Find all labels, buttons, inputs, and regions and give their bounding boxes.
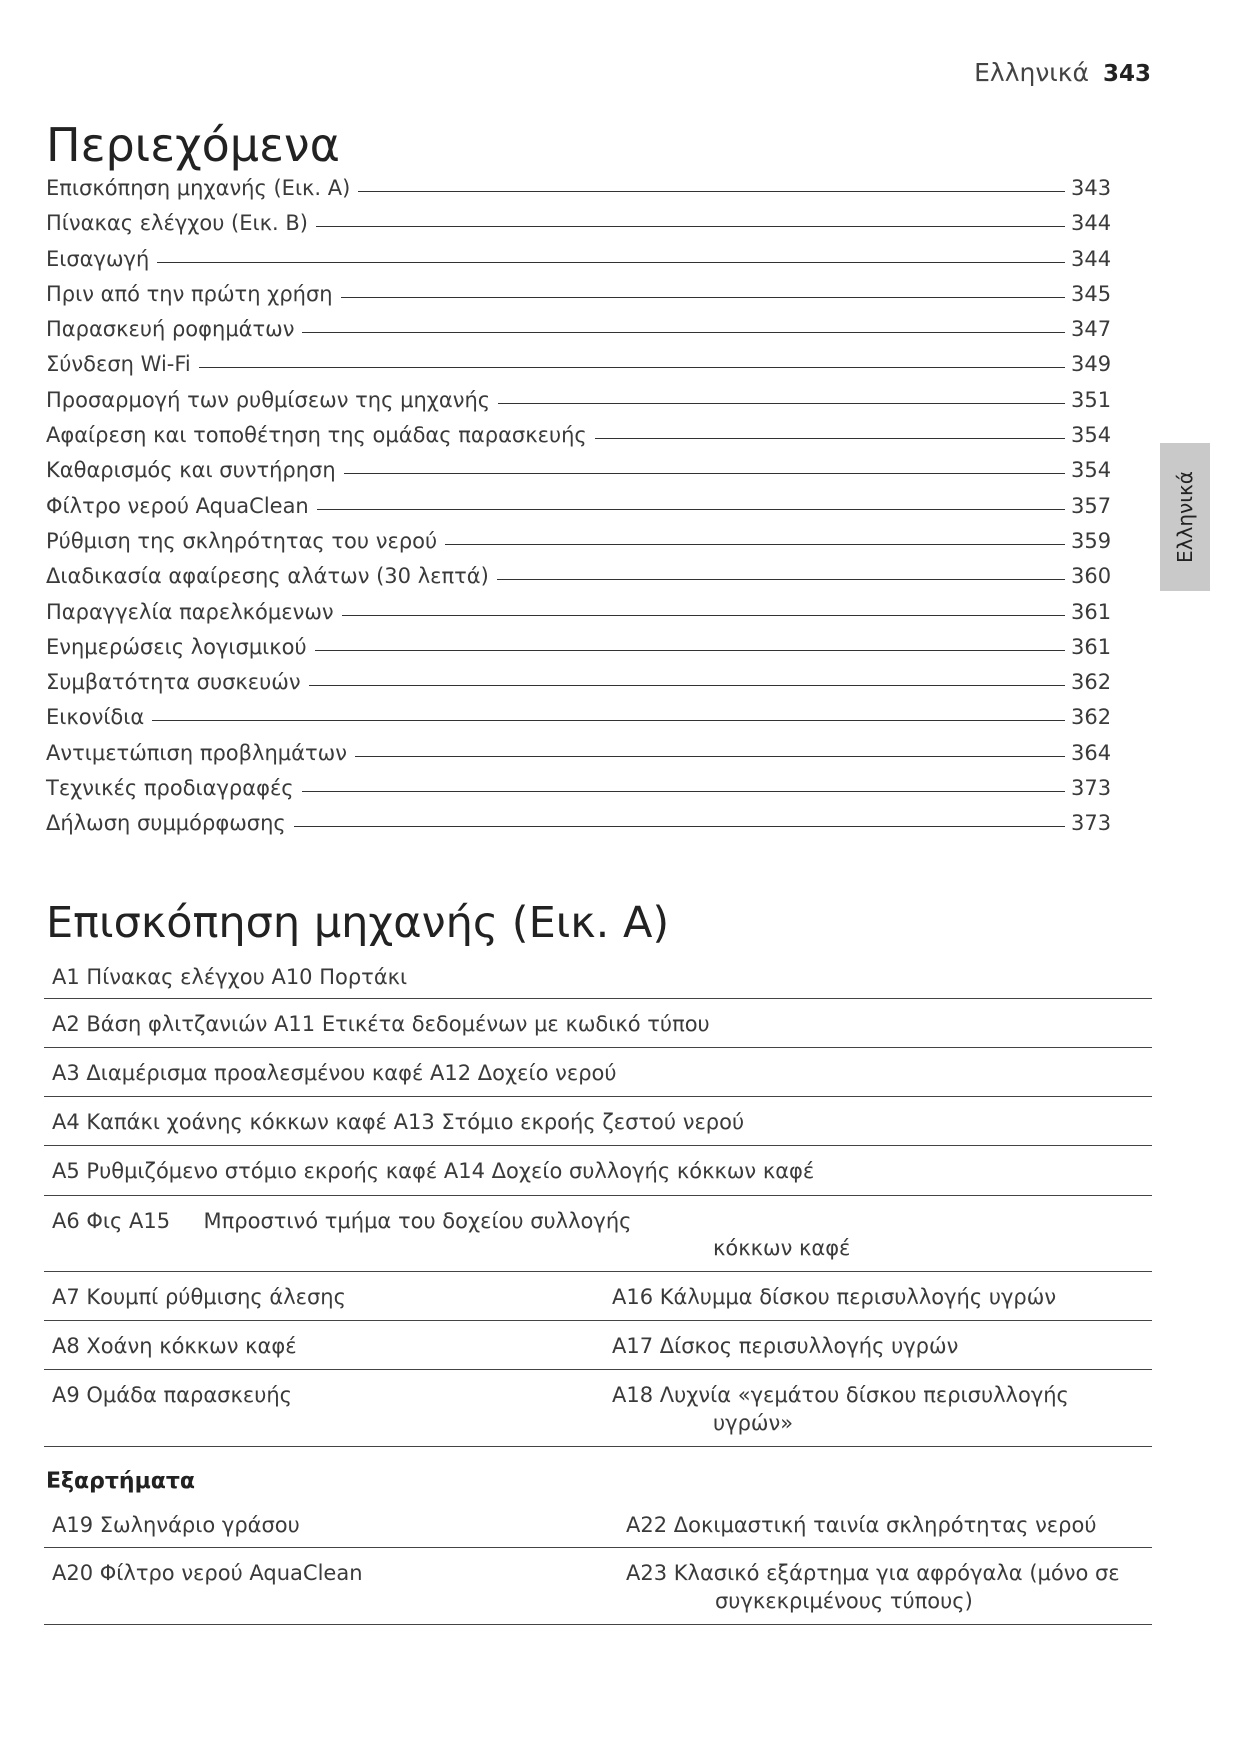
overview-parts-list (44, 952, 1152, 1447)
accessory-row (44, 1500, 1152, 1548)
toc-entry-label: Πίνακας ελέγχου (Εικ. B) (46, 211, 308, 236)
toc-entry-page: 349 (1071, 352, 1112, 377)
toc-entry-page: 344 (1071, 246, 1112, 271)
toc-entry-label: Ενημερώσεις λογισμικού (46, 634, 307, 659)
toc-entry-page: 361 (1071, 634, 1112, 659)
toc-entry[interactable] (46, 317, 1111, 352)
part-item: A16 Κάλυμμα δίσκου περισυλλογής υγρών (612, 1285, 1057, 1309)
toc-entry[interactable] (46, 529, 1111, 564)
table-of-contents (46, 176, 1111, 847)
toc-entry-label: Ρύθμιση της σκληρότητας του νερού (46, 528, 438, 553)
toc-entry[interactable] (46, 282, 1111, 317)
toc-leader (152, 720, 1065, 721)
parts-row (44, 1146, 1152, 1196)
overview-title: Επισκόπηση μηχανής (Εικ. A) (46, 898, 670, 948)
parts-row (44, 1321, 1152, 1370)
toc-leader (355, 756, 1065, 757)
accessory-row (44, 1548, 1152, 1625)
toc-leader (309, 685, 1065, 686)
toc-entry-page: 354 (1071, 423, 1112, 448)
toc-entry-page: 364 (1071, 740, 1112, 765)
toc-entry[interactable] (46, 600, 1111, 635)
toc-entry-page: 345 (1071, 281, 1112, 306)
part-item: A7 Κουμπί ρύθμισης άλεσης (52, 1285, 346, 1309)
toc-entry-label: Τεχνικές προδιαγραφές (46, 776, 294, 801)
toc-entry[interactable] (46, 458, 1111, 493)
part-item-continuation: υγρών» (713, 1411, 794, 1435)
parts-row (44, 1097, 1152, 1146)
side-tab-label: Ελληνικά (1173, 471, 1197, 563)
toc-entry-label: Σύνδεση Wi-Fi (46, 352, 191, 377)
toc-leader (445, 544, 1065, 545)
toc-entry-page: 351 (1071, 387, 1112, 412)
header-language: Ελληνικά (974, 58, 1089, 87)
toc-entry[interactable] (46, 352, 1111, 387)
part-item: A2 Βάση φλιτζανιών A11 Ετικέτα δεδομένων με κωδικό τύπου (52, 1012, 710, 1036)
part-item: A18 Λυχνία «γεμάτου δίσκου περισυλλογής (612, 1383, 1069, 1407)
language-side-tab (1160, 443, 1210, 591)
toc-entry-page: 344 (1071, 211, 1112, 236)
toc-entry-page: 354 (1071, 458, 1112, 483)
toc-entry-label: Παραγγελία παρελκόμενων (46, 599, 334, 624)
toc-entry[interactable] (46, 635, 1111, 670)
toc-title: Περιεχόμενα (46, 118, 340, 172)
toc-entry-label: Αφαίρεση και τοποθέτηση της ομάδας παρασκευής (46, 423, 587, 448)
toc-entry[interactable] (46, 176, 1111, 211)
toc-entry-label: Διαδικασία αφαίρεσης αλάτων (30 λεπτά) (46, 564, 489, 589)
part-item: A4 Καπάκι χοάνης κόκκων καφέ A13 Στόμιο εκροής ζεστού νερού (52, 1110, 745, 1134)
toc-entry-page: 357 (1071, 493, 1112, 518)
toc-leader (358, 191, 1065, 192)
toc-entry-label: Επισκόπηση μηχανής (Εικ. A) (46, 176, 351, 200)
toc-entry-page: 347 (1071, 317, 1112, 342)
part-item: A1 Πίνακας ελέγχου A10 Πορτάκι (52, 965, 408, 989)
accessories-list (44, 1500, 1152, 1625)
part-item: A9 Ομάδα παρασκευής (52, 1383, 292, 1407)
toc-entry-page: 343 (1071, 176, 1112, 200)
toc-entry-label: Παρασκευή ροφημάτων (46, 317, 295, 342)
toc-entry-page: 373 (1071, 776, 1112, 801)
toc-entry-page: 359 (1071, 528, 1112, 553)
toc-entry[interactable] (46, 776, 1111, 811)
toc-entry-label: Συμβατότητα συσκευών (46, 670, 301, 695)
toc-entry[interactable] (46, 247, 1111, 282)
toc-leader (498, 403, 1065, 404)
toc-entry-label: Πριν από την πρώτη χρήση (46, 281, 333, 306)
toc-leader (199, 367, 1065, 368)
toc-leader (497, 579, 1065, 580)
toc-entry-page: 362 (1071, 705, 1112, 730)
parts-row (44, 952, 1152, 999)
toc-entry[interactable] (46, 211, 1111, 246)
toc-entry-label: Φίλτρο νερού AquaClean (46, 493, 309, 518)
toc-leader (595, 438, 1065, 439)
toc-entry[interactable] (46, 388, 1111, 423)
accessory-item: A23 Κλασικό εξάρτημα για αφρόγαλα (μόνο σε (626, 1561, 1120, 1585)
toc-leader (317, 509, 1065, 510)
toc-leader (315, 650, 1065, 651)
part-item: A5 Ρυθμιζόμενο στόμιο εκροής καφέ A14 Δοχείο συλλογής κόκκων καφέ (52, 1159, 815, 1183)
toc-leader (342, 615, 1065, 616)
toc-entry-label: Εισαγωγή (46, 246, 150, 271)
page-number: 343 (1102, 61, 1151, 87)
accessory-item-continuation: συγκεκριμένους τύπους) (715, 1589, 973, 1613)
parts-row (44, 1272, 1152, 1321)
toc-entry-label: Καθαρισμός και συντήρηση (46, 458, 336, 483)
part-item: A17 Δίσκος περισυλλογής υγρών (612, 1334, 959, 1358)
accessory-item: A20 Φίλτρο νερού AquaClean (52, 1561, 363, 1585)
toc-leader (302, 791, 1065, 792)
toc-entry-label: Δήλωση συμμόρφωσης (46, 811, 286, 836)
toc-entry-page: 362 (1071, 670, 1112, 695)
toc-leader (316, 226, 1065, 227)
toc-entry[interactable] (46, 811, 1111, 846)
toc-entry-label: Προσαρμογή των ρυθμίσεων της μηχανής (46, 387, 491, 412)
toc-leader (294, 826, 1065, 827)
part-item: A6 Φις A15 Μπροστινό τμήμα του δοχείου συλλογής (52, 1209, 632, 1233)
toc-entry[interactable] (46, 670, 1111, 705)
parts-row (44, 999, 1152, 1048)
accessory-item: A19 Σωληνάριο γράσου (52, 1513, 300, 1537)
toc-entry[interactable] (46, 564, 1111, 599)
page-header (974, 58, 1151, 87)
toc-entry-label: Αντιμετώπιση προβλημάτων (46, 740, 347, 765)
toc-leader (157, 262, 1065, 263)
parts-row (44, 1370, 1152, 1447)
accessories-title: Εξαρτήματα (46, 1469, 196, 1494)
toc-leader (341, 297, 1065, 298)
toc-entry-page: 373 (1071, 811, 1112, 836)
toc-entry-page: 361 (1071, 599, 1112, 624)
toc-entry[interactable] (46, 741, 1111, 776)
toc-leader (302, 332, 1065, 333)
toc-entry[interactable] (46, 705, 1111, 740)
parts-row (44, 1196, 1152, 1272)
toc-entry[interactable] (46, 494, 1111, 529)
parts-row (44, 1048, 1152, 1097)
part-item: A3 Διαμέρισμα προαλεσμένου καφέ A12 Δοχείο νερού (52, 1061, 617, 1085)
toc-leader (344, 473, 1065, 474)
accessory-item: A22 Δοκιμαστική ταινία σκληρότητας νερού (626, 1513, 1097, 1537)
toc-entry-label: Εικονίδια (46, 705, 145, 730)
part-item: A8 Χοάνη κόκκων καφέ (52, 1334, 297, 1358)
toc-entry-page: 360 (1071, 564, 1112, 589)
toc-entry[interactable] (46, 423, 1111, 458)
part-item-continuation: κόκκων καφέ (713, 1236, 851, 1260)
